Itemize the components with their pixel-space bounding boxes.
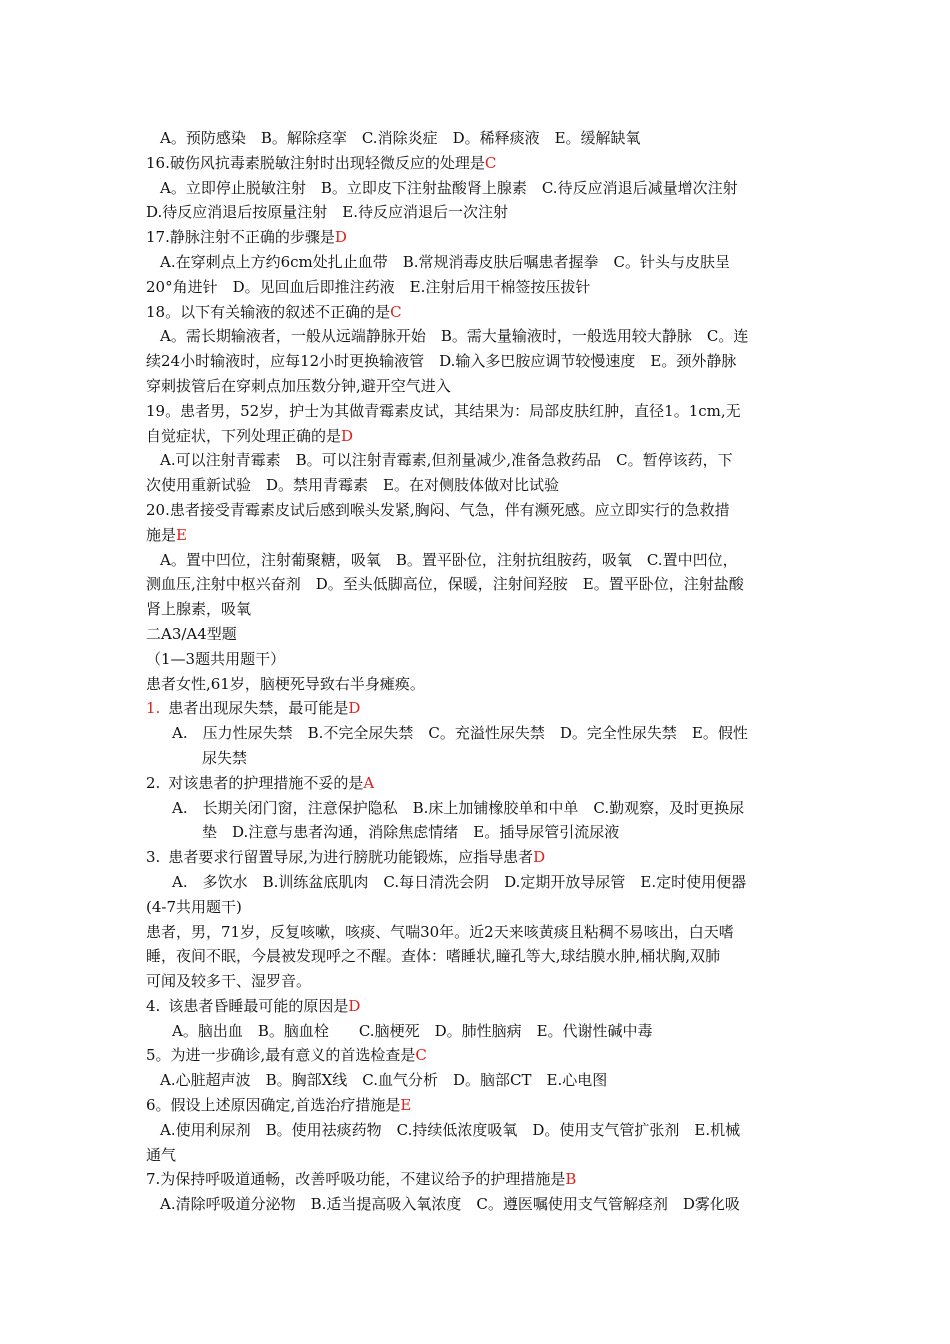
option-line: A.使用利尿剂 B。使用祛痰药物 C.持续低浓度吸氧 D。使用支气管扩张剂 E.机械 <box>160 1120 741 1139</box>
question-17: 17.静脉注射不正确的步骤是D <box>146 228 347 247</box>
answer-key: D <box>348 996 361 1015</box>
question-20: 20.患者接受青霉素皮试后感到喉头发紧,胸闷、气急，伴有濒死感。应立即实行的急救措 <box>146 500 730 519</box>
option-line: 续24小时输液时，应每12小时更换输液管 D.输入多巴胺应调节较慢速度 E。颈外静脉 <box>146 352 737 371</box>
option-line: 20°角进针 D。见回血后即推注药液 E.注射后用干棉签按压拔针 <box>146 277 591 296</box>
answer-key: D <box>533 848 546 867</box>
answer-key: D <box>341 426 354 445</box>
answer-key: B <box>565 1170 577 1189</box>
answer-key: D <box>334 228 347 247</box>
option-line: A。需长期输液者，一般从远端静脉开始 B。需大量输液时，一般选用较大静脉 C。连 <box>160 327 749 346</box>
option-line: 垫 D.注意与患者沟通，消除焦虑情绪 E。插导尿管引流尿液 <box>202 823 620 842</box>
question-19-cont: 自觉症状，下列处理正确的是D <box>146 426 354 445</box>
question-a3-1: 1. 患者出现尿失禁，最可能是D <box>146 699 361 718</box>
answer-key: C <box>415 1046 427 1065</box>
option-line: 通气 <box>146 1145 177 1164</box>
option-line: 尿失禁 <box>202 748 248 767</box>
question-number: 3. <box>146 848 161 867</box>
option-line: 穿刺拔管后在穿刺点加压数分钟,避开空气进入 <box>146 376 451 395</box>
answer-key: E <box>400 1096 412 1115</box>
option-line: A. 长期关闭门窗，注意保护隐私 B.床上加铺橡胶单和中单 C.勤观察，及时更换尿 <box>172 798 745 817</box>
question-a3-4: 4. 该患者昏睡最可能的原因是D <box>146 996 361 1015</box>
option-line: A.清除呼吸道分泌物 B.适当提高吸入氧浓度 C。遵医嘱使用支气管解痉剂 D雾化吸 <box>160 1195 740 1214</box>
question-a3-3: 3. 患者要求行留置导尿,为进行膀胱功能锻炼，应指导患者D <box>146 848 546 867</box>
option-line: A.心脏超声波 B。胸部X线 C.血气分析 D。脑部CT E.心电图 <box>160 1071 608 1090</box>
section-heading: 二A3/A4型题 <box>146 624 237 643</box>
option-line: A。预防感染 B。解除痉挛 C.消除炎症 D。稀释痰液 E。缓解缺氧 <box>160 129 641 147</box>
question-a3-6: 6。假设上述原因确定,首选治疗措施是E <box>146 1096 412 1115</box>
case-stem: 患者，男，71岁，反复咳嗽，咳痰、气喘30年。近2天来咳黄痰且粘稠不易咳出，白天嗜 <box>146 922 734 941</box>
case-stem: 睡，夜间不眠，今晨被发现呼之不醒。查体：嗜睡状,瞳孔等大,球结膜水肿,桶状胸,双肺 <box>146 947 721 966</box>
case-stem: 患者女性,61岁，脑梗死导致右半身瘫痪。 <box>146 674 425 693</box>
answer-key: C <box>390 302 402 321</box>
question-19: 19。患者男，52岁，护士为其做青霉素皮试，其结果为：局部皮肤红肿，直径1。1cm,无 <box>146 401 741 420</box>
shared-stem-label: (4-7共用题干) <box>146 897 242 916</box>
option-line: 肾上腺素，吸氧 <box>146 600 252 619</box>
document-page <box>146 126 808 1217</box>
answer-key: E <box>176 525 187 544</box>
option-line: A.可以注射青霉素 B。可以注射青霉素,但剂量减少,准备急救药品 C。暂停该药，下 <box>160 451 733 470</box>
question-a3-2: 2. 对该患者的护理措施不妥的是A <box>146 773 375 792</box>
question-a3-7: 7.为保持呼吸道通畅，改善呼吸功能，不建议给予的护理措施是B <box>146 1170 577 1189</box>
option-line: A。立即停止脱敏注射 B。立即皮下注射盐酸肾上腺素 C.待反应消退后减量增次注射 <box>160 178 738 197</box>
answer-key: D <box>348 699 361 718</box>
question-number: 4. <box>146 996 161 1015</box>
option-line: A.在穿刺点上方约6cm处扎止血带 B.常规消毒皮肤后嘱患者握拳 C。针头与皮肤呈 <box>160 252 731 271</box>
option-line: A。置中凹位，注射葡聚糖，吸氧 B。置平卧位，注射抗组胺药，吸氧 C.置中凹位， <box>160 550 738 569</box>
shared-stem-label: （1—3题共用题干） <box>146 649 286 668</box>
question-20-cont: 施是E <box>146 525 187 544</box>
option-line: 测血压,注射中枢兴奋剂 D。至头低脚高位，保暖，注射间羟胺 E。置平卧位，注射盐酸 <box>146 575 744 594</box>
answer-key: A <box>363 773 375 792</box>
question-a3-5: 5。为进一步确诊,最有意义的首选检查是C <box>146 1046 427 1065</box>
option-line: A. 压力性尿失禁 B.不完全尿失禁 C。充溢性尿失禁 D。完全性尿失禁 E。假性 <box>172 724 748 743</box>
answer-key: C <box>484 153 497 172</box>
option-line: D.待反应消退后按原量注射 E.待反应消退后一次注射 <box>146 203 508 222</box>
option-line: A。脑出血 B。脑血栓 C.脑梗死 D。肺性脑病 E。代谢性碱中毒 <box>172 1021 653 1040</box>
question-number: 2. <box>146 773 161 792</box>
question-18: 18。以下有关输液的叙述不正确的是C <box>146 302 402 321</box>
case-stem: 可闻及较多干、湿罗音。 <box>146 972 312 991</box>
option-line: 次使用重新试验 D。禁用青霉素 E。在对侧肢体做对比试验 <box>146 476 559 495</box>
option-line: A. 多饮水 B.训练盆底肌肉 C.每日清洗会阴 D.定期开放导尿管 E.定时使用便器 <box>172 872 747 891</box>
question-16: 16.破伤风抗毒素脱敏注射时出现轻微反应的处理是C <box>146 153 497 172</box>
question-number: 1. <box>146 699 161 718</box>
